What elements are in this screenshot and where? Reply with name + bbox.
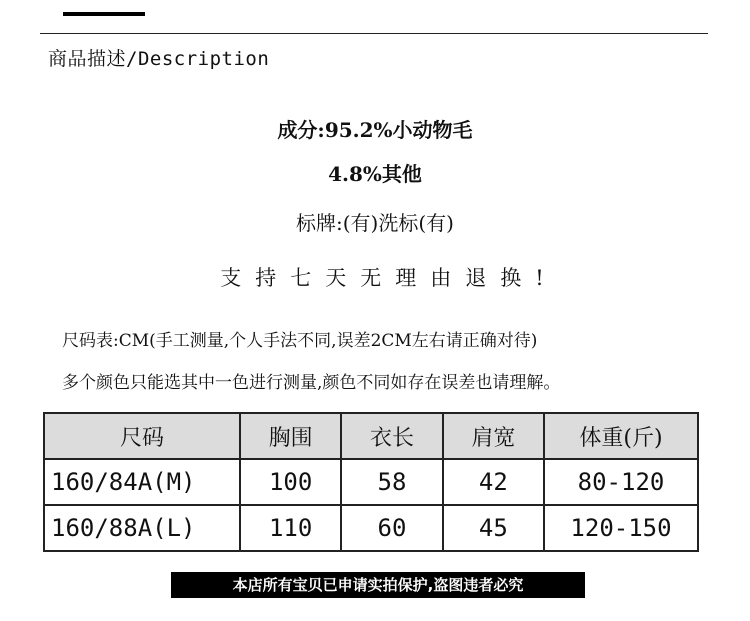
header-shoulder: 肩宽	[443, 413, 544, 459]
return-policy: 支持七天无理由退换!	[220, 266, 558, 290]
header-weight: 体重(斤)	[544, 413, 698, 459]
table-header-row	[44, 413, 698, 459]
section-heading: 商品描述/Description	[48, 48, 270, 70]
cell-chest: 110	[240, 505, 341, 551]
header-size: 尺码	[44, 413, 240, 459]
labels-info: 标牌:(有)洗标(有)	[296, 211, 454, 235]
top-divider	[40, 33, 708, 34]
color-note: 多个颜色只能选其中一色进行测量,颜色不同如存在误差也请理解。	[62, 373, 561, 393]
header-length: 衣长	[341, 413, 442, 459]
table-row	[44, 505, 698, 551]
cell-shoulder: 45	[443, 505, 544, 551]
header-chest: 胸围	[240, 413, 341, 459]
cell-shoulder: 42	[443, 459, 544, 505]
top-accent-bar	[63, 12, 145, 16]
table-row	[44, 459, 698, 505]
cell-weight: 120-150	[544, 505, 698, 551]
cell-chest: 100	[240, 459, 341, 505]
cell-size: 160/88A(L)	[44, 505, 240, 551]
cell-length: 58	[341, 459, 442, 505]
copyright-notice: 本店所有宝贝已申请实拍保护,盗图违者必究	[171, 572, 585, 598]
cell-weight: 80-120	[544, 459, 698, 505]
cell-length: 60	[341, 505, 442, 551]
composition-line-2: 4.8%其他	[328, 162, 422, 186]
size-table	[43, 412, 699, 552]
cell-size: 160/84A(M)	[44, 459, 240, 505]
size-chart-note: 尺码表:CM(手工测量,个人手法不同,误差2CM左右请正确对待)	[62, 331, 538, 351]
composition-line-1: 成分:95.2%小动物毛	[277, 118, 473, 142]
